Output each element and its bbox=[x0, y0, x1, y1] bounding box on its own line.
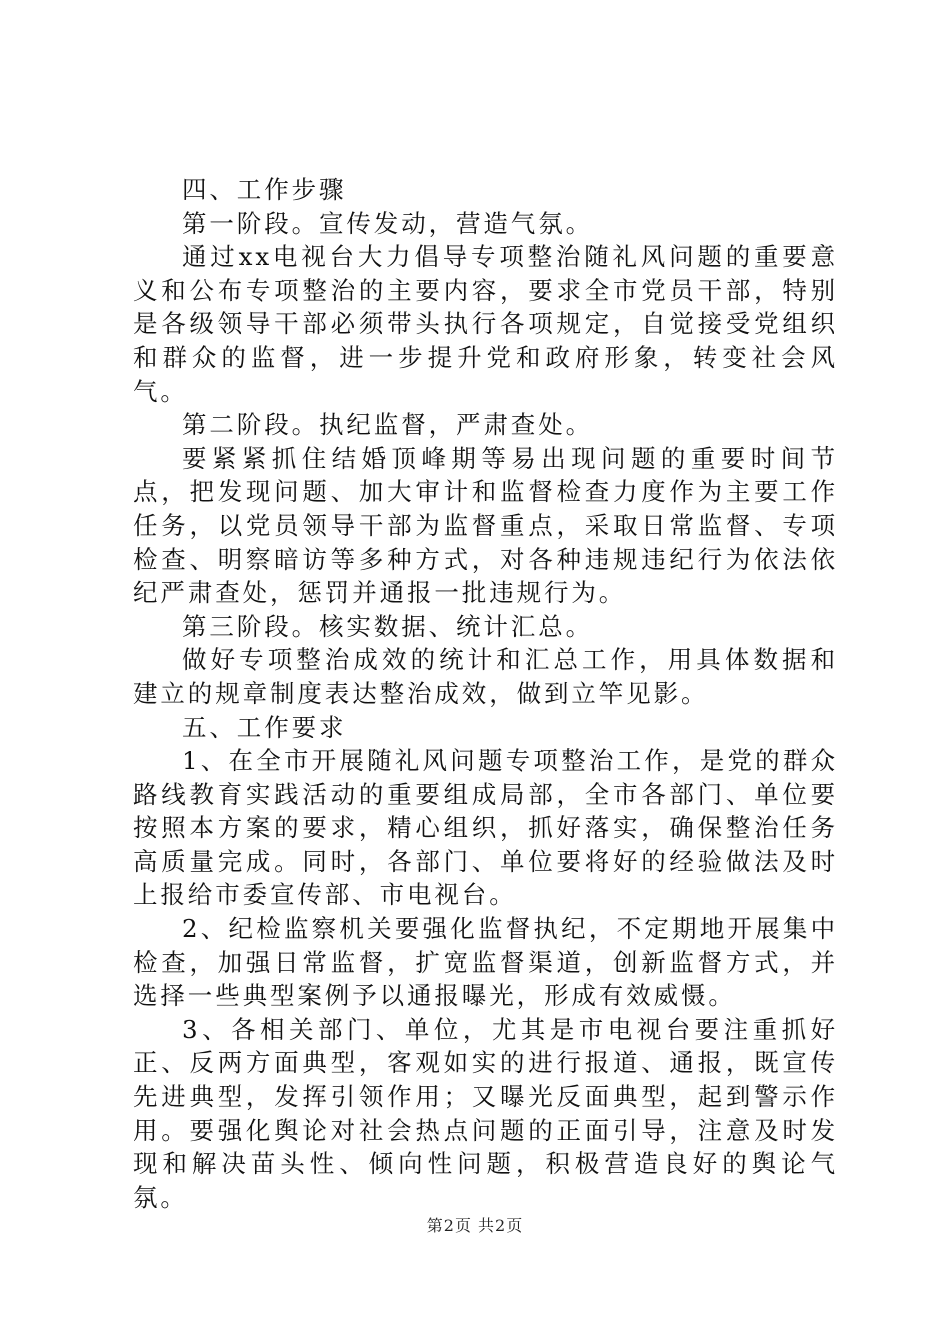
document-body bbox=[133, 173, 838, 1214]
page-footer bbox=[0, 1216, 950, 1236]
requirement-3: 3、各相关部门、单位，尤其是市电视台要注重抓好正、反两方面典型，客观如实的进行报道、通报，既宣传先进典型，发挥引领作用；又曝光反面典型，起到警示作用。要强化舆论对社会热点问题的正面引导，注意及时发现和解决苗头性、倾向性问题，积极营造良好的舆论气氛。 bbox=[133, 1014, 838, 1212]
stage-three-heading: 第三阶段。核实数据、统计汇总。 bbox=[182, 611, 593, 641]
page-indicator: 第2页 共2页 bbox=[426, 1216, 524, 1235]
stage-one-heading: 第一阶段。宣传发动，营造气氛。 bbox=[182, 208, 593, 238]
requirement-2: 2、纪检监察机关要强化监督执纪，不定期地开展集中检查，加强日常监督，扩宽监督渠道，创新监督方式，并选择一些典型案例予以通报曝光，形成有效威慑。 bbox=[133, 914, 838, 1011]
stage-two-heading: 第二阶段。执纪监督，严肃查处。 bbox=[182, 410, 593, 440]
requirement-1: 1、在全市开展随礼风问题专项整治工作，是党的群众路线教育实践活动的重要组成局部，全市各部门、单位要按照本方案的要求，精心组织，抓好落实，确保整治任务高质量完成。同时，各部门、单位要将好的经验做法及时上报给市委宣传部、市电视台。 bbox=[133, 746, 838, 910]
stage-one-body: 通过xx电视台大力倡导专项整治随礼风问题的重要意义和公布专项整治的主要内容，要求全市党员干部，特别是各级领导干部必须带头执行各项规定，自觉接受党组织和群众的监督，进一步提升党和政府形象，转变社会风气。 bbox=[133, 242, 838, 406]
section-heading-steps: 四、工作步骤 bbox=[182, 175, 347, 204]
section-heading-requirements: 五、工作要求 bbox=[182, 712, 347, 742]
stage-three-body: 做好专项整治成效的统计和汇总工作，用具体数据和建立的规章制度表达整治成效，做到立竿见影。 bbox=[133, 645, 838, 708]
stage-two-body: 要紧紧抓住结婚顶峰期等易出现问题的重要时间节点，把发现问题、加大审计和监督检查力度作为主要工作任务，以党员领导干部为监督重点，采取日常监督、专项检查、明察暗访等多种方式，对各种违规违纪行为依法依纪严肃查处，惩罚并通报一批违规行为。 bbox=[133, 443, 838, 608]
